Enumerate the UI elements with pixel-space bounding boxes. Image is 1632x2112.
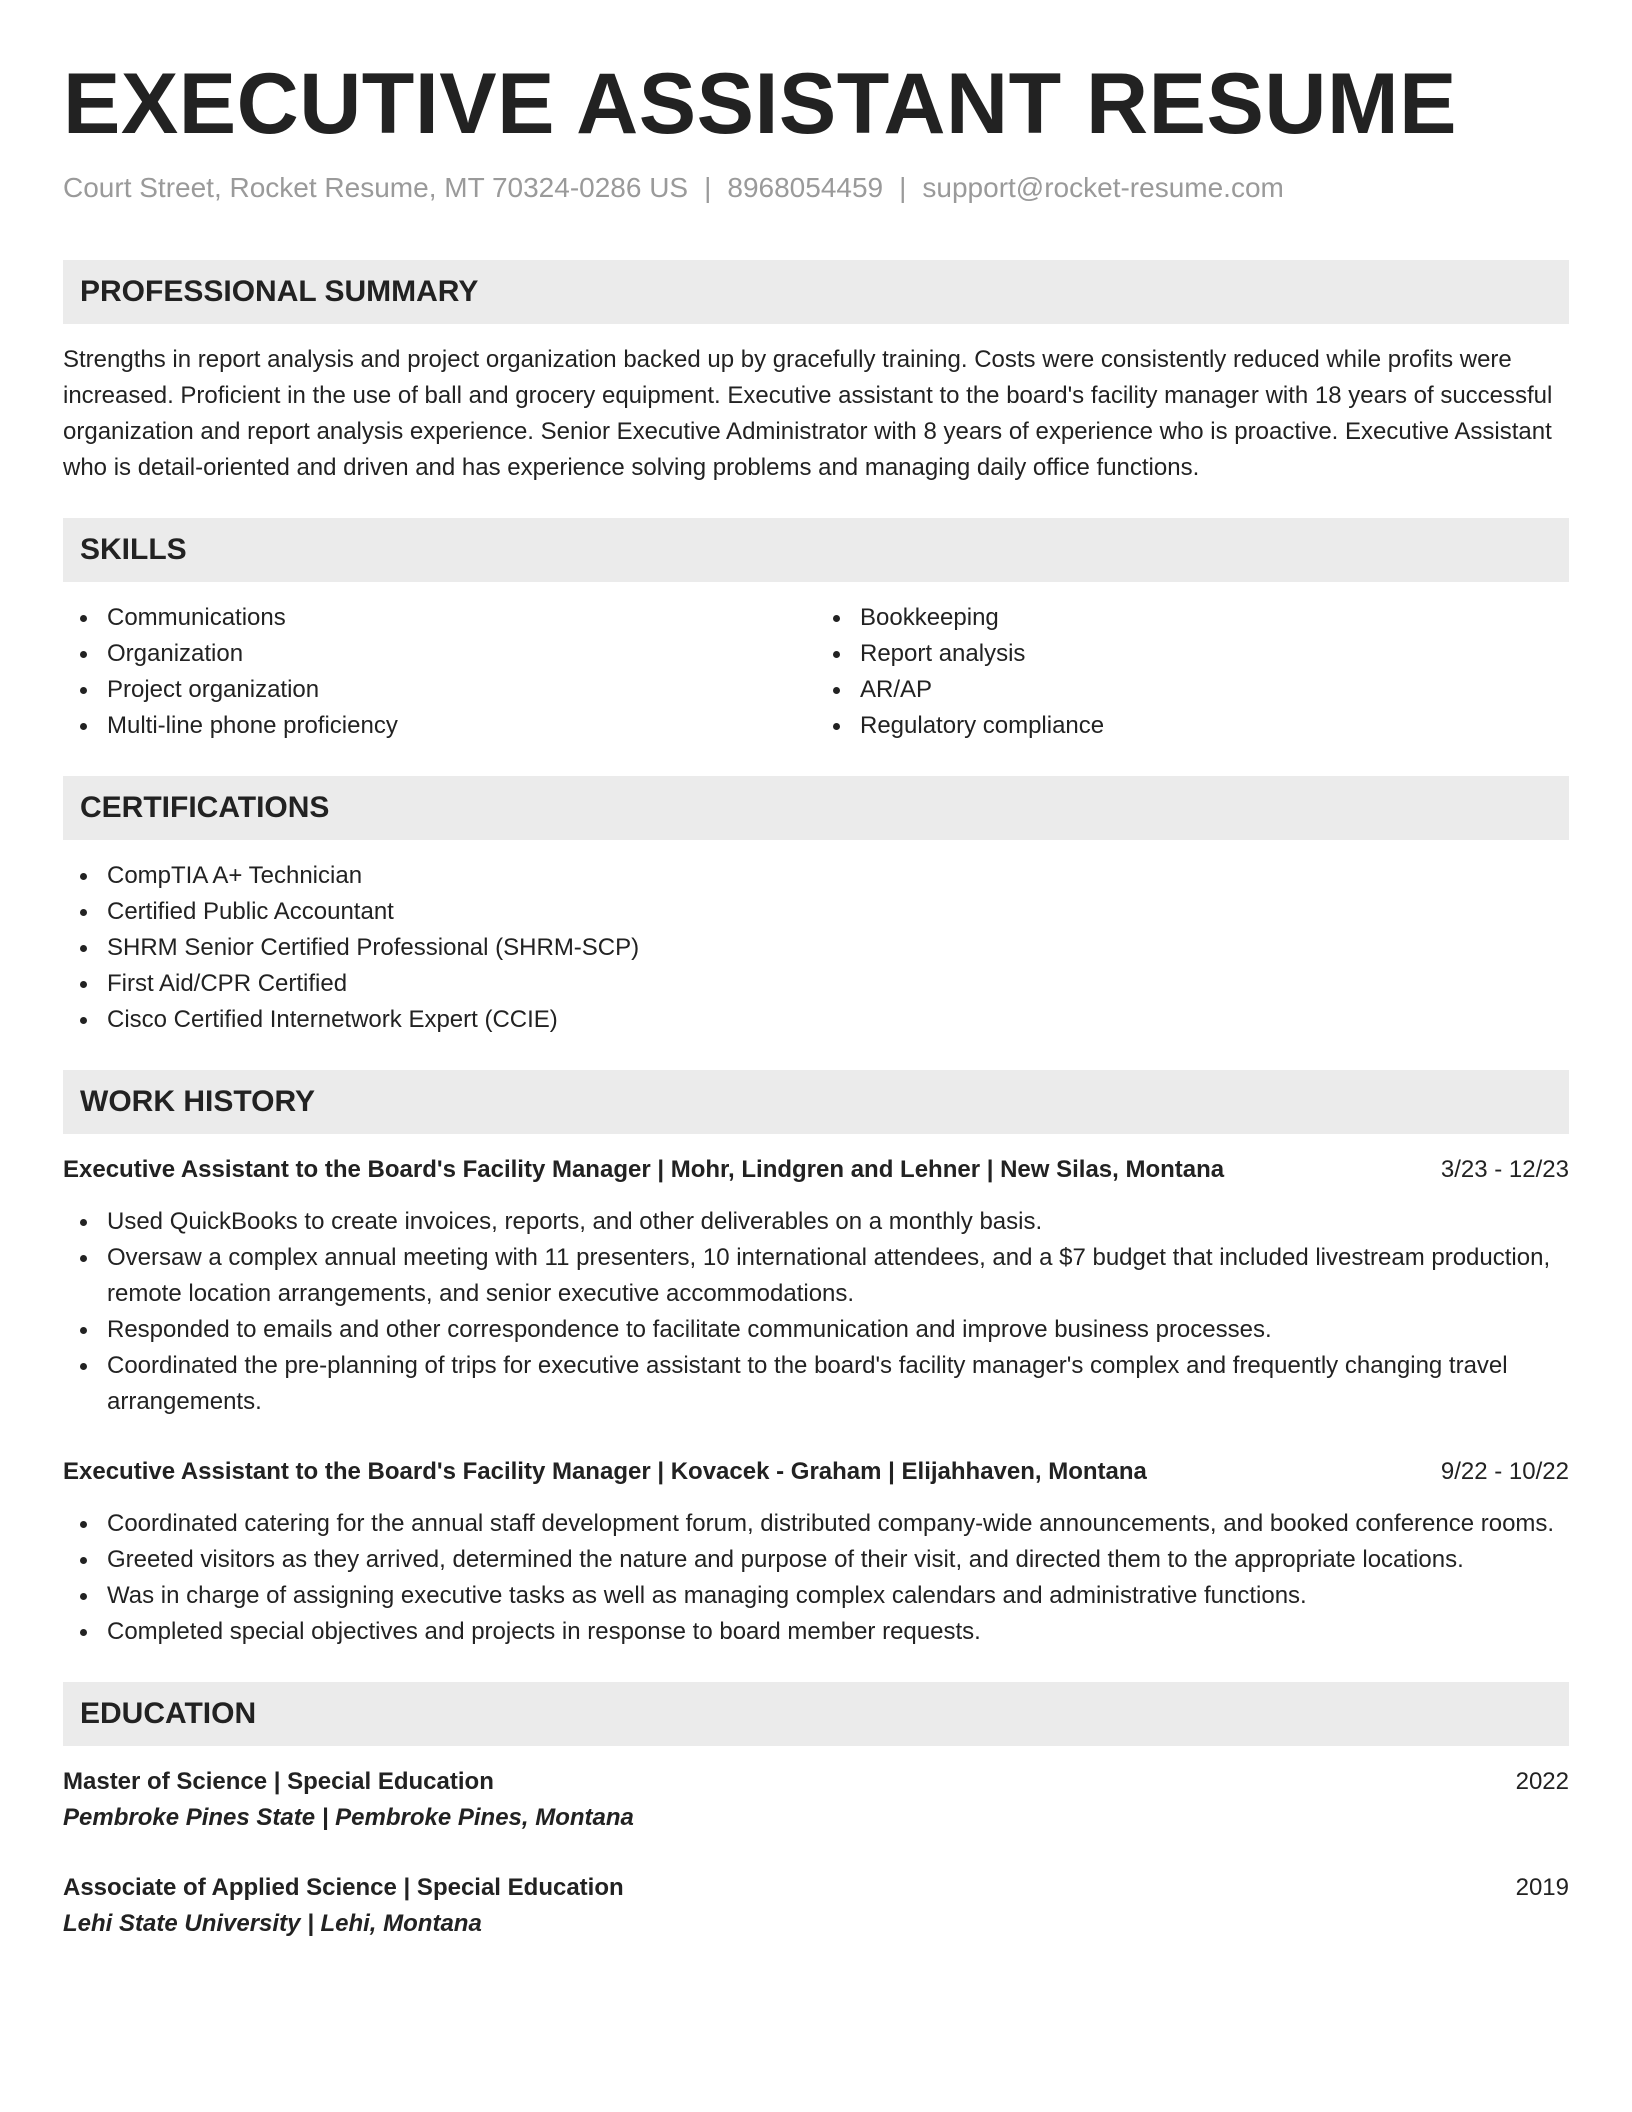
- section-header-certifications: [63, 776, 1569, 840]
- contact-email: support@rocket-resume.com: [922, 172, 1284, 203]
- job-entry: [63, 1454, 1569, 1650]
- education-school: Pembroke Pines State | Pembroke Pines, Montana: [63, 1804, 634, 1831]
- contact-separator: |: [899, 172, 907, 203]
- section-title-summary: PROFESSIONAL SUMMARY: [80, 275, 479, 308]
- skills-grid: [63, 582, 1569, 744]
- job-bullets: [63, 1204, 1569, 1420]
- certifications-list: [63, 858, 1569, 1038]
- job-header: [63, 1454, 1569, 1490]
- contact-address: Court Street, Rocket Resume, MT 70324-0286 US: [63, 172, 689, 203]
- summary-text: Strengths in report analysis and project organization backed up by gracefully training. Costs were consistently reduced while profits were increased. Proficient in the use of ball and grocery equipment. Executive assistant to the board's facility manager with 18 years of successful organization and report analysis experience. Senior Executive Administrator with 8 years of experience who is proactive. Executive Assistant who is detail-oriented and driven and has experience solving problems and managing daily office functions.: [63, 346, 1553, 481]
- job-title: Executive Assistant to the Board's Facility Manager | Kovacek - Graham | Elijahhaven, Montana: [63, 1458, 1147, 1485]
- skill-item: Multi-line phone proficiency: [63, 708, 816, 744]
- job-header: [63, 1152, 1569, 1188]
- education-degree: Associate of Applied Science | Special Education: [63, 1874, 624, 1901]
- education-entry: [63, 1764, 1569, 1836]
- skill-item: Project organization: [63, 672, 816, 708]
- skill-item: Organization: [63, 636, 816, 672]
- section-header-summary: [63, 260, 1569, 324]
- education-year: 2019: [1515, 1874, 1569, 1901]
- certification-item: CompTIA A+ Technician: [63, 858, 1569, 894]
- education-entry: [63, 1870, 1569, 1942]
- skill-item: Communications: [63, 600, 816, 636]
- contact-separator: |: [704, 172, 712, 203]
- section-title-education: EDUCATION: [80, 1697, 257, 1730]
- skills-list-right: [816, 600, 1569, 744]
- job-bullet: Coordinated catering for the annual staff development forum, distributed company-wide announcements, and booked conference rooms.: [63, 1506, 1569, 1542]
- job-bullet: Responded to emails and other correspondence to facilitate communication and improve business processes.: [63, 1312, 1569, 1348]
- skill-item: Bookkeeping: [816, 600, 1569, 636]
- job-bullet: Coordinated the pre-planning of trips for executive assistant to the board's facility manager's complex and frequently changing travel arrangements.: [63, 1348, 1569, 1420]
- job-bullet: Greeted visitors as they arrived, determined the nature and purpose of their visit, and directed them to the appropriate locations.: [63, 1542, 1569, 1578]
- section-header-skills: [63, 518, 1569, 582]
- job-bullets: [63, 1506, 1569, 1650]
- education-school: Lehi State University | Lehi, Montana: [63, 1910, 482, 1937]
- section-title-work-history: WORK HISTORY: [80, 1085, 316, 1118]
- education-degree: Master of Science | Special Education: [63, 1768, 494, 1795]
- job-bullet: Oversaw a complex annual meeting with 11 presenters, 10 international attendees, and a $7 budget that included livestream production, remote location arrangements, and senior executive accommodations.: [63, 1240, 1569, 1312]
- job-entry: [63, 1152, 1569, 1420]
- section-header-education: [63, 1682, 1569, 1746]
- certification-item: Cisco Certified Internetwork Expert (CCIE): [63, 1002, 1569, 1038]
- section-header-work-history: [63, 1070, 1569, 1134]
- job-bullet: Was in charge of assigning executive tasks as well as managing complex calendars and administrative functions.: [63, 1578, 1569, 1614]
- education-year: 2022: [1515, 1768, 1569, 1795]
- job-dates: 9/22 - 10/22: [1440, 1458, 1569, 1485]
- job-bullet: Used QuickBooks to create invoices, reports, and other deliverables on a monthly basis.: [63, 1204, 1569, 1240]
- skills-list-left: [63, 600, 816, 744]
- certification-item: Certified Public Accountant: [63, 894, 1569, 930]
- resume-title: EXECUTIVE ASSISTANT RESUME: [63, 56, 1457, 152]
- education-header: [63, 1870, 1569, 1906]
- certification-item: SHRM Senior Certified Professional (SHRM-SCP): [63, 930, 1569, 966]
- contact-phone: 8968054459: [727, 172, 884, 203]
- education-header: [63, 1764, 1569, 1800]
- job-dates: 3/23 - 12/23: [1440, 1156, 1569, 1183]
- skill-item: Report analysis: [816, 636, 1569, 672]
- job-title: Executive Assistant to the Board's Facility Manager | Mohr, Lindgren and Lehner | New Silas, Montana: [63, 1156, 1225, 1183]
- contact-line: [63, 170, 1569, 206]
- skill-item: Regulatory compliance: [816, 708, 1569, 744]
- skill-item: AR/AP: [816, 672, 1569, 708]
- job-bullet: Completed special objectives and projects in response to board member requests.: [63, 1614, 1569, 1650]
- section-title-certifications: CERTIFICATIONS: [80, 791, 330, 824]
- certification-item: First Aid/CPR Certified: [63, 966, 1569, 1002]
- section-title-skills: SKILLS: [80, 533, 187, 566]
